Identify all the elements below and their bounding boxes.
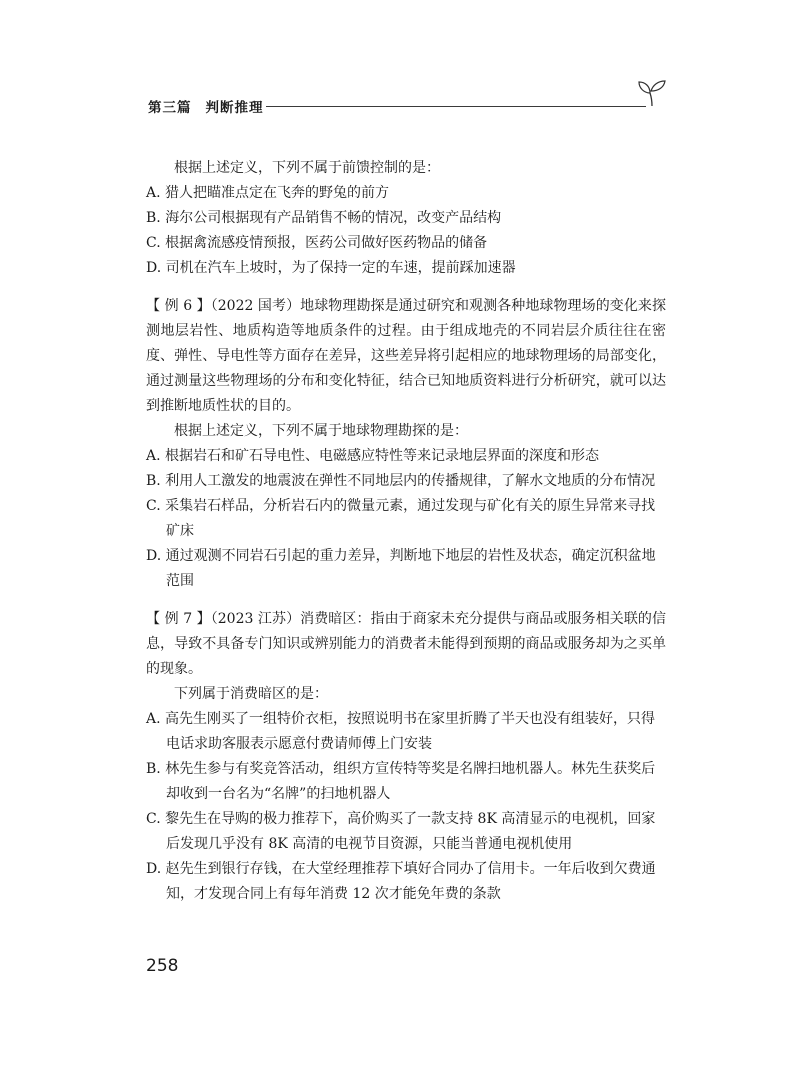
example-tag: 【 例 7 】	[146, 611, 211, 627]
header-rule	[266, 106, 646, 107]
option-c: C. 黎先生在导购的极力推荐下，高价购买了一款支持 8K 高清显示的电视机，回家后发现几乎没有 8K 高清的电视节目资源，只能当普通电视机使用	[146, 811, 656, 852]
example-6	[146, 294, 666, 594]
option-d: D. 司机在汽车上坡时，为了保持一定的车速，提前踩加速器	[146, 260, 516, 276]
example-definition	[146, 607, 666, 682]
option-a: A. 猎人把瞄准点定在飞奔的野兔的前方	[146, 185, 390, 201]
example-source: （2022 国考）	[210, 298, 301, 314]
question-block-5	[146, 156, 666, 281]
option-d: D. 赵先生到银行存钱，在大堂经理推荐下填好合同办了信用卡。一年后收到欠费通知，才发现合同上有每年消费 12 次才能免年费的条款	[146, 861, 656, 902]
example-tag: 【 例 6 】	[146, 298, 211, 314]
running-header	[148, 92, 668, 120]
page-number: 258	[146, 956, 179, 976]
option-b: B. 利用人工激发的地震波在弹性不同地层内的传播规律，了解水文地质的分布情况	[146, 473, 656, 489]
option-a: A. 根据岩石和矿石导电性、电磁感应特性等来记录地层界面的深度和形态	[146, 448, 600, 464]
chapter-label: 判断推理	[205, 100, 264, 116]
option-a: A. 高先生刚买了一组特价衣柜，按照说明书在家里折腾了半天也没有组装好，只得电话求助客服表示愿意付费请师傅上门安装	[146, 711, 656, 752]
example-source: （2023 江苏）	[210, 611, 301, 627]
example-definition	[146, 294, 666, 419]
option-c: C. 根据禽流感疫情预报，医药公司做好医药物品的储备	[146, 235, 488, 251]
example-definition-text: 消费暗区：指由于商家未充分提供与商品或服务相关联的信息，导致不具备专门知识或辨别能力的消费者未能得到预期的商品或服务却为之买单的现象。	[146, 611, 666, 677]
page-content	[146, 156, 666, 907]
example-7	[146, 607, 666, 907]
example-definition-text: 地球物理勘探是通过研究和观测各种地球物理场的变化来探测地层岩性、地质构造等地质条件的过程。由于组成地壳的不同岩层介质往往在密度、弹性、导电性等方面存在差异，这些差异将引起相应的地球物理场的局部变化，通过测量这些物理场的分布和变化特征，结合已知地质资料进行分析研究，就可以达到推断地质性状的目的。	[146, 298, 666, 414]
sprout-icon	[636, 76, 668, 108]
question-stem: 根据上述定义，下列不属于地球物理勘探的是：	[174, 423, 468, 439]
question-stem: 下列属于消费暗区的是：	[174, 686, 328, 702]
option-b: B. 林先生参与有奖竞答活动，组织方宣传特等奖是名牌扫地机器人。林先生获奖后却收到一台名为“名牌”的扫地机器人	[146, 761, 656, 802]
part-label: 第三篇	[148, 100, 192, 116]
option-b: B. 海尔公司根据现有产品销售不畅的情况，改变产品结构	[146, 210, 502, 226]
question-stem: 根据上述定义，下列不属于前馈控制的是：	[174, 160, 440, 176]
option-c: C. 采集岩石样品，分析岩石内的微量元素，通过发现与矿化有关的原生异常来寻找矿床	[146, 498, 656, 539]
running-header-title	[148, 96, 264, 116]
option-d: D. 通过观测不同岩石引起的重力差异，判断地下地层的岩性及状态，确定沉积盆地范围	[146, 548, 656, 589]
